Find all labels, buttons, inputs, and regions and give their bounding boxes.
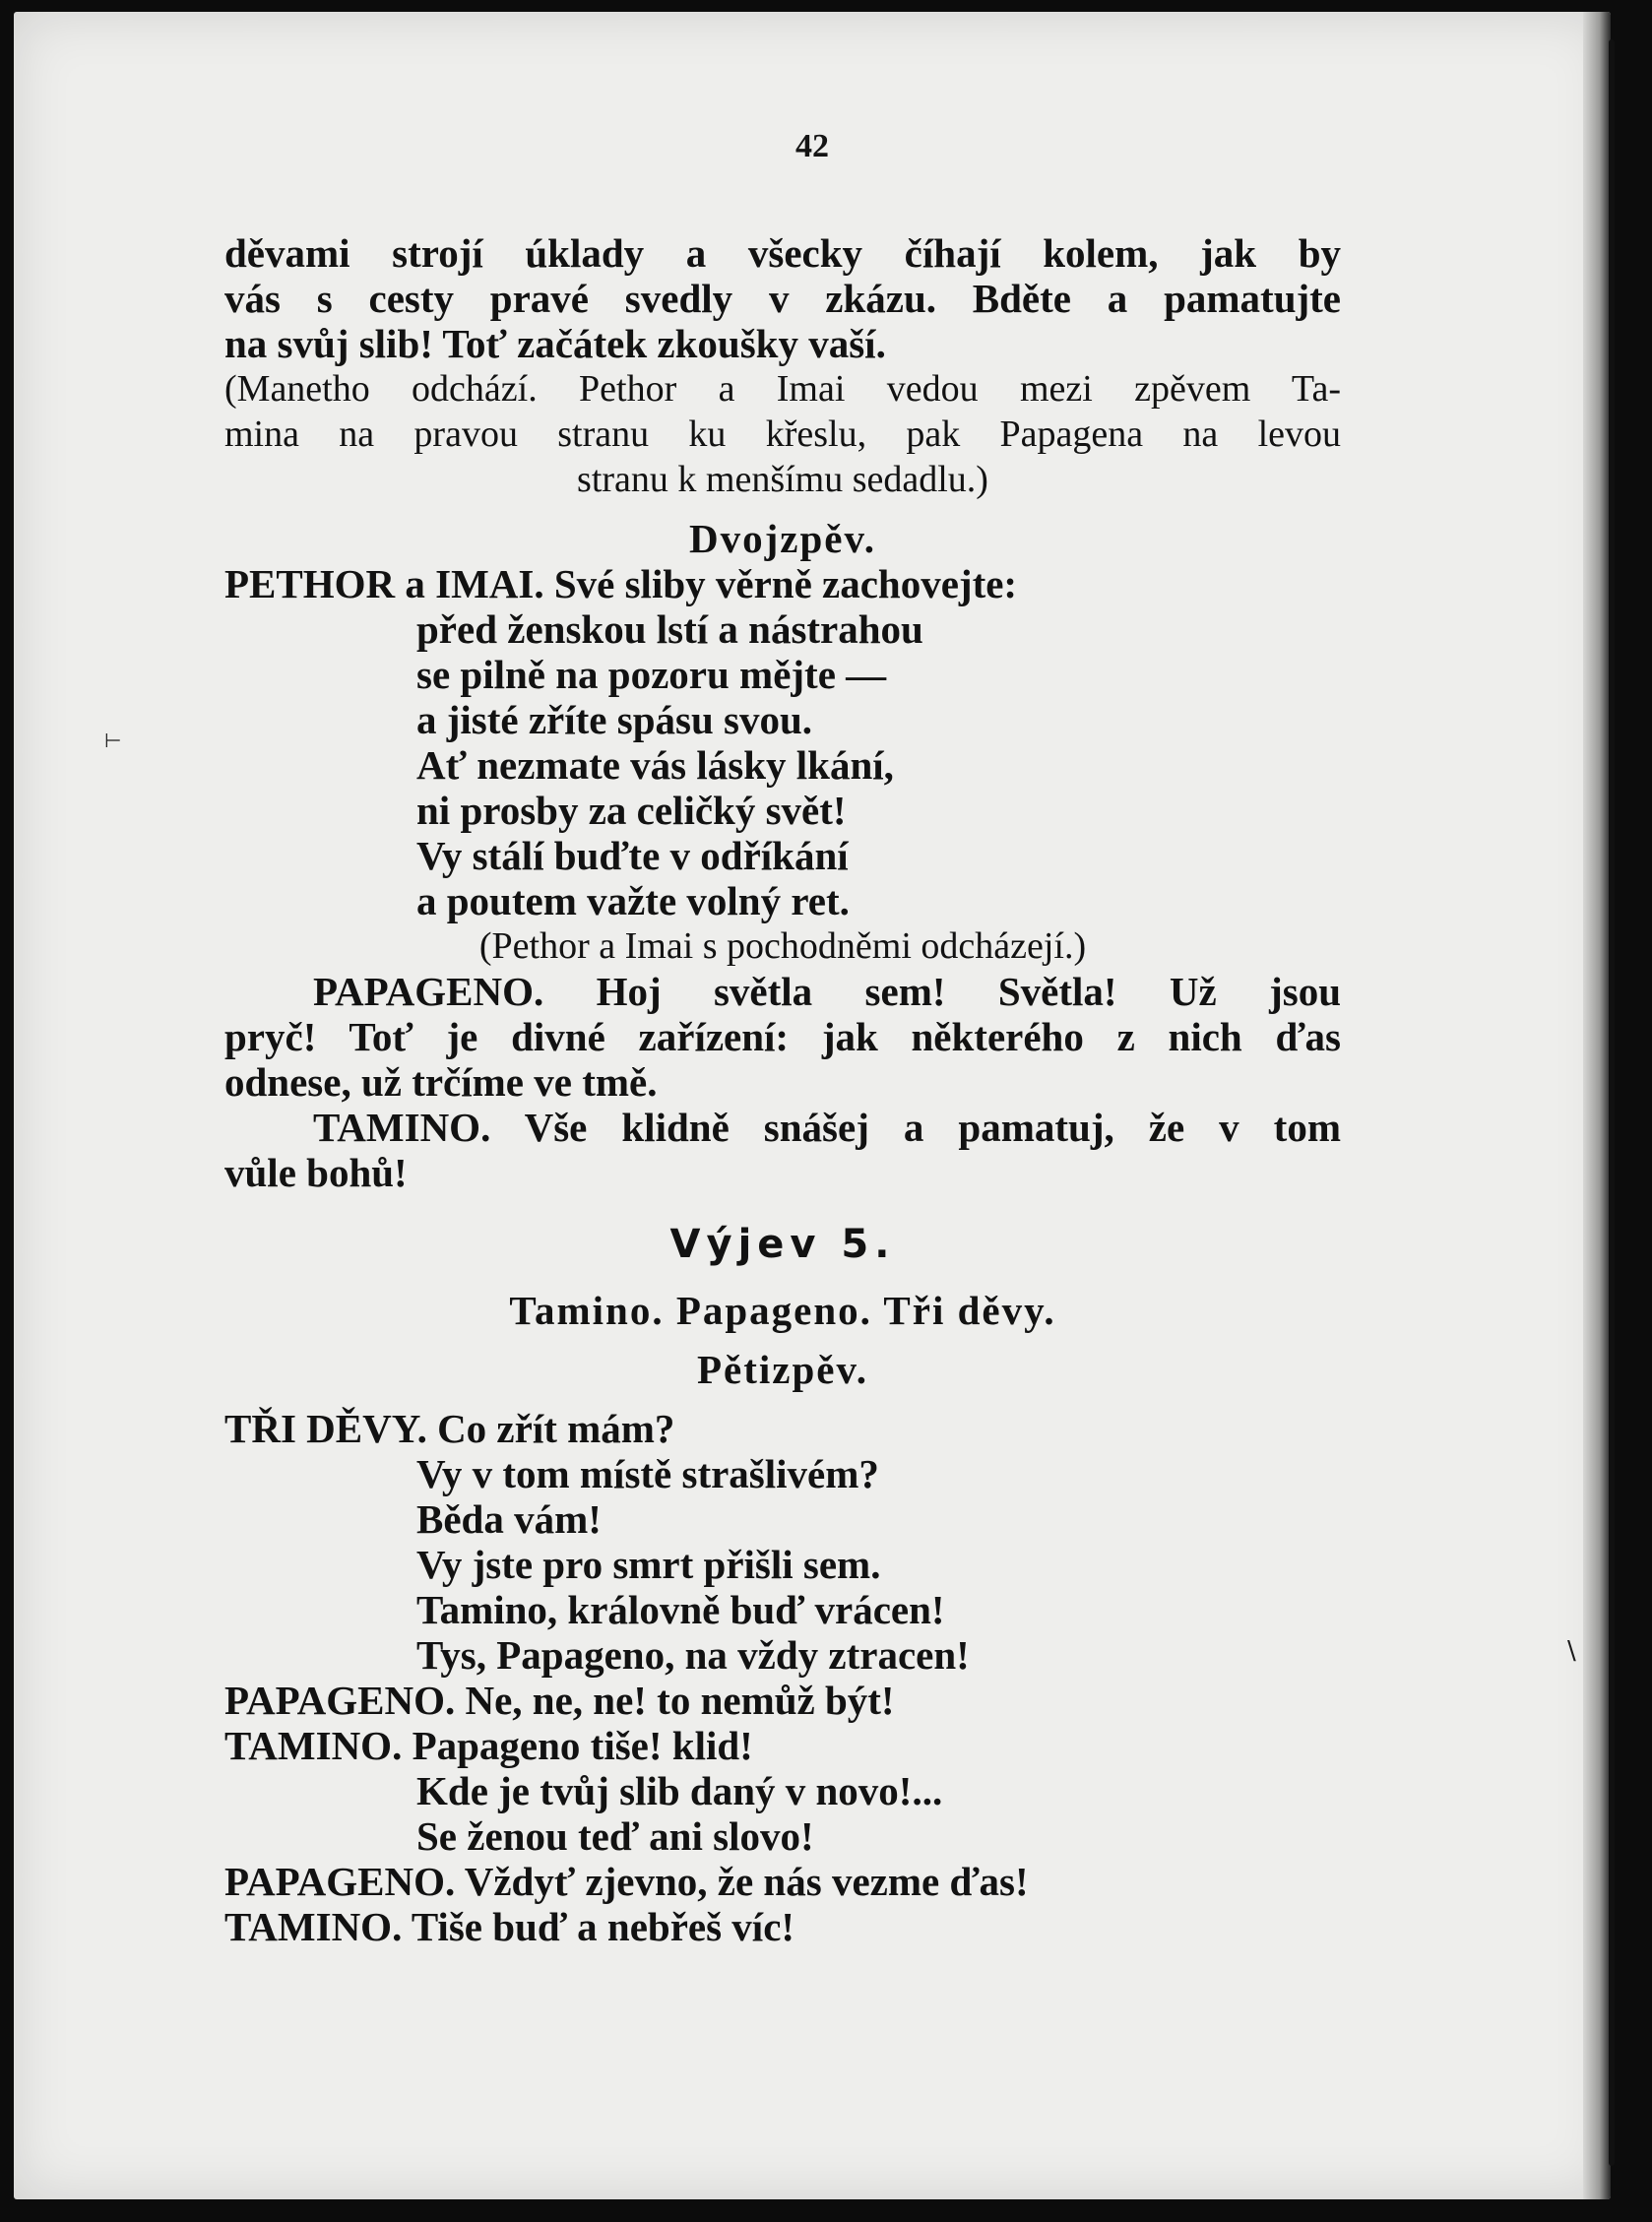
scan-speck: ⊢ [104,729,122,752]
verse-line: TŘI DĚVY. Co zřít mám? [224,1406,675,1451]
section-heading: Pětizpěv. [697,1347,868,1392]
binding-stitch [1609,39,1615,2166]
dialogue-line: vůle bohů! [224,1150,408,1195]
verse-line: Ať nezmate vás lásky lkání, [416,742,894,788]
text-line: na svůj slib! Toť začátek zkoušky vaší. [224,321,886,366]
stage-direction: mina na pravou stranu ku křeslu, pak Papagena na levou [224,413,1341,455]
verse-line: TAMINO. Papageno tiše! klid! [224,1723,753,1768]
stage-direction: (Pethor a Imai s pochodněmi odcházejí.) [478,925,1087,967]
verse-line: Vy jste pro smrt přišli sem. [416,1542,881,1587]
verse-line: PETHOR a IMAI. Své sliby věrně zachovejte: [224,561,1018,606]
verse-line: Vy stálí buďte v odříkání [416,833,849,878]
verse-line: Tamino, královně buď vrácen! [416,1587,945,1632]
scene-heading: Výjev 5. [669,1222,896,1267]
scan-speck: \ [1567,1636,1576,1666]
character-list: Tamino. Papageno. Tři děvy. [509,1288,1056,1333]
book-page [14,12,1611,2199]
verse-line: PAPAGENO. Vždyť zjevno, že nás vezme ďas! [224,1859,1029,1904]
dialogue-line: odnese, už trčíme ve tmě. [224,1059,658,1105]
verse-line: Se ženou teď ani slovo! [416,1813,814,1859]
stage-direction: stranu k menšímu sedadlu.) [577,459,988,500]
verse-line: Běda vám! [416,1496,602,1542]
stage-direction: (Manetho odchází. Pethor a Imai vedou mezi zpěvem Ta- [224,368,1341,410]
verse-line: PAPAGENO. Ne, ne, ne! to nemůž být! [224,1678,895,1723]
verse-line: ni prosby za celičký svět! [416,788,847,833]
verse-line: a poutem važte volný ret. [416,878,850,923]
verse-line: Tys, Papageno, na vždy ztracen! [416,1632,970,1678]
text-line: vás s cesty pravé svedly v zkázu. Bděte a pamatujte [224,276,1341,321]
page-binding-edge [1583,12,1611,2199]
play-text [224,230,1341,1949]
verse-line: Vy v tom místě strašlivém? [416,1451,879,1496]
dialogue-line: TAMINO. Vše klidně snášej a pamatuj, že v tom [313,1105,1341,1150]
verse-line: TAMINO. Tiše buď a nebřeš víc! [224,1904,795,1949]
text-line: děvami strojí úklady a všecky číhají kolem, jak by [224,230,1341,276]
verse-line: před ženskou lstí a nástrahou [416,606,923,652]
verse-line: se pilně na pozoru mějte — [416,652,887,697]
section-heading: Dvojzpěv. [689,516,876,561]
page-number: 42 [795,128,829,164]
verse-line: Kde je tvůj slib daný v novo!... [416,1768,943,1813]
dialogue-line: PAPAGENO. Hoj světla sem! Světla! Už jsou [313,969,1341,1014]
dialogue-line: pryč! Toť je divné zařízení: jak některého z nich ďas [224,1014,1341,1059]
verse-line: a jisté zříte spásu svou. [416,697,813,742]
